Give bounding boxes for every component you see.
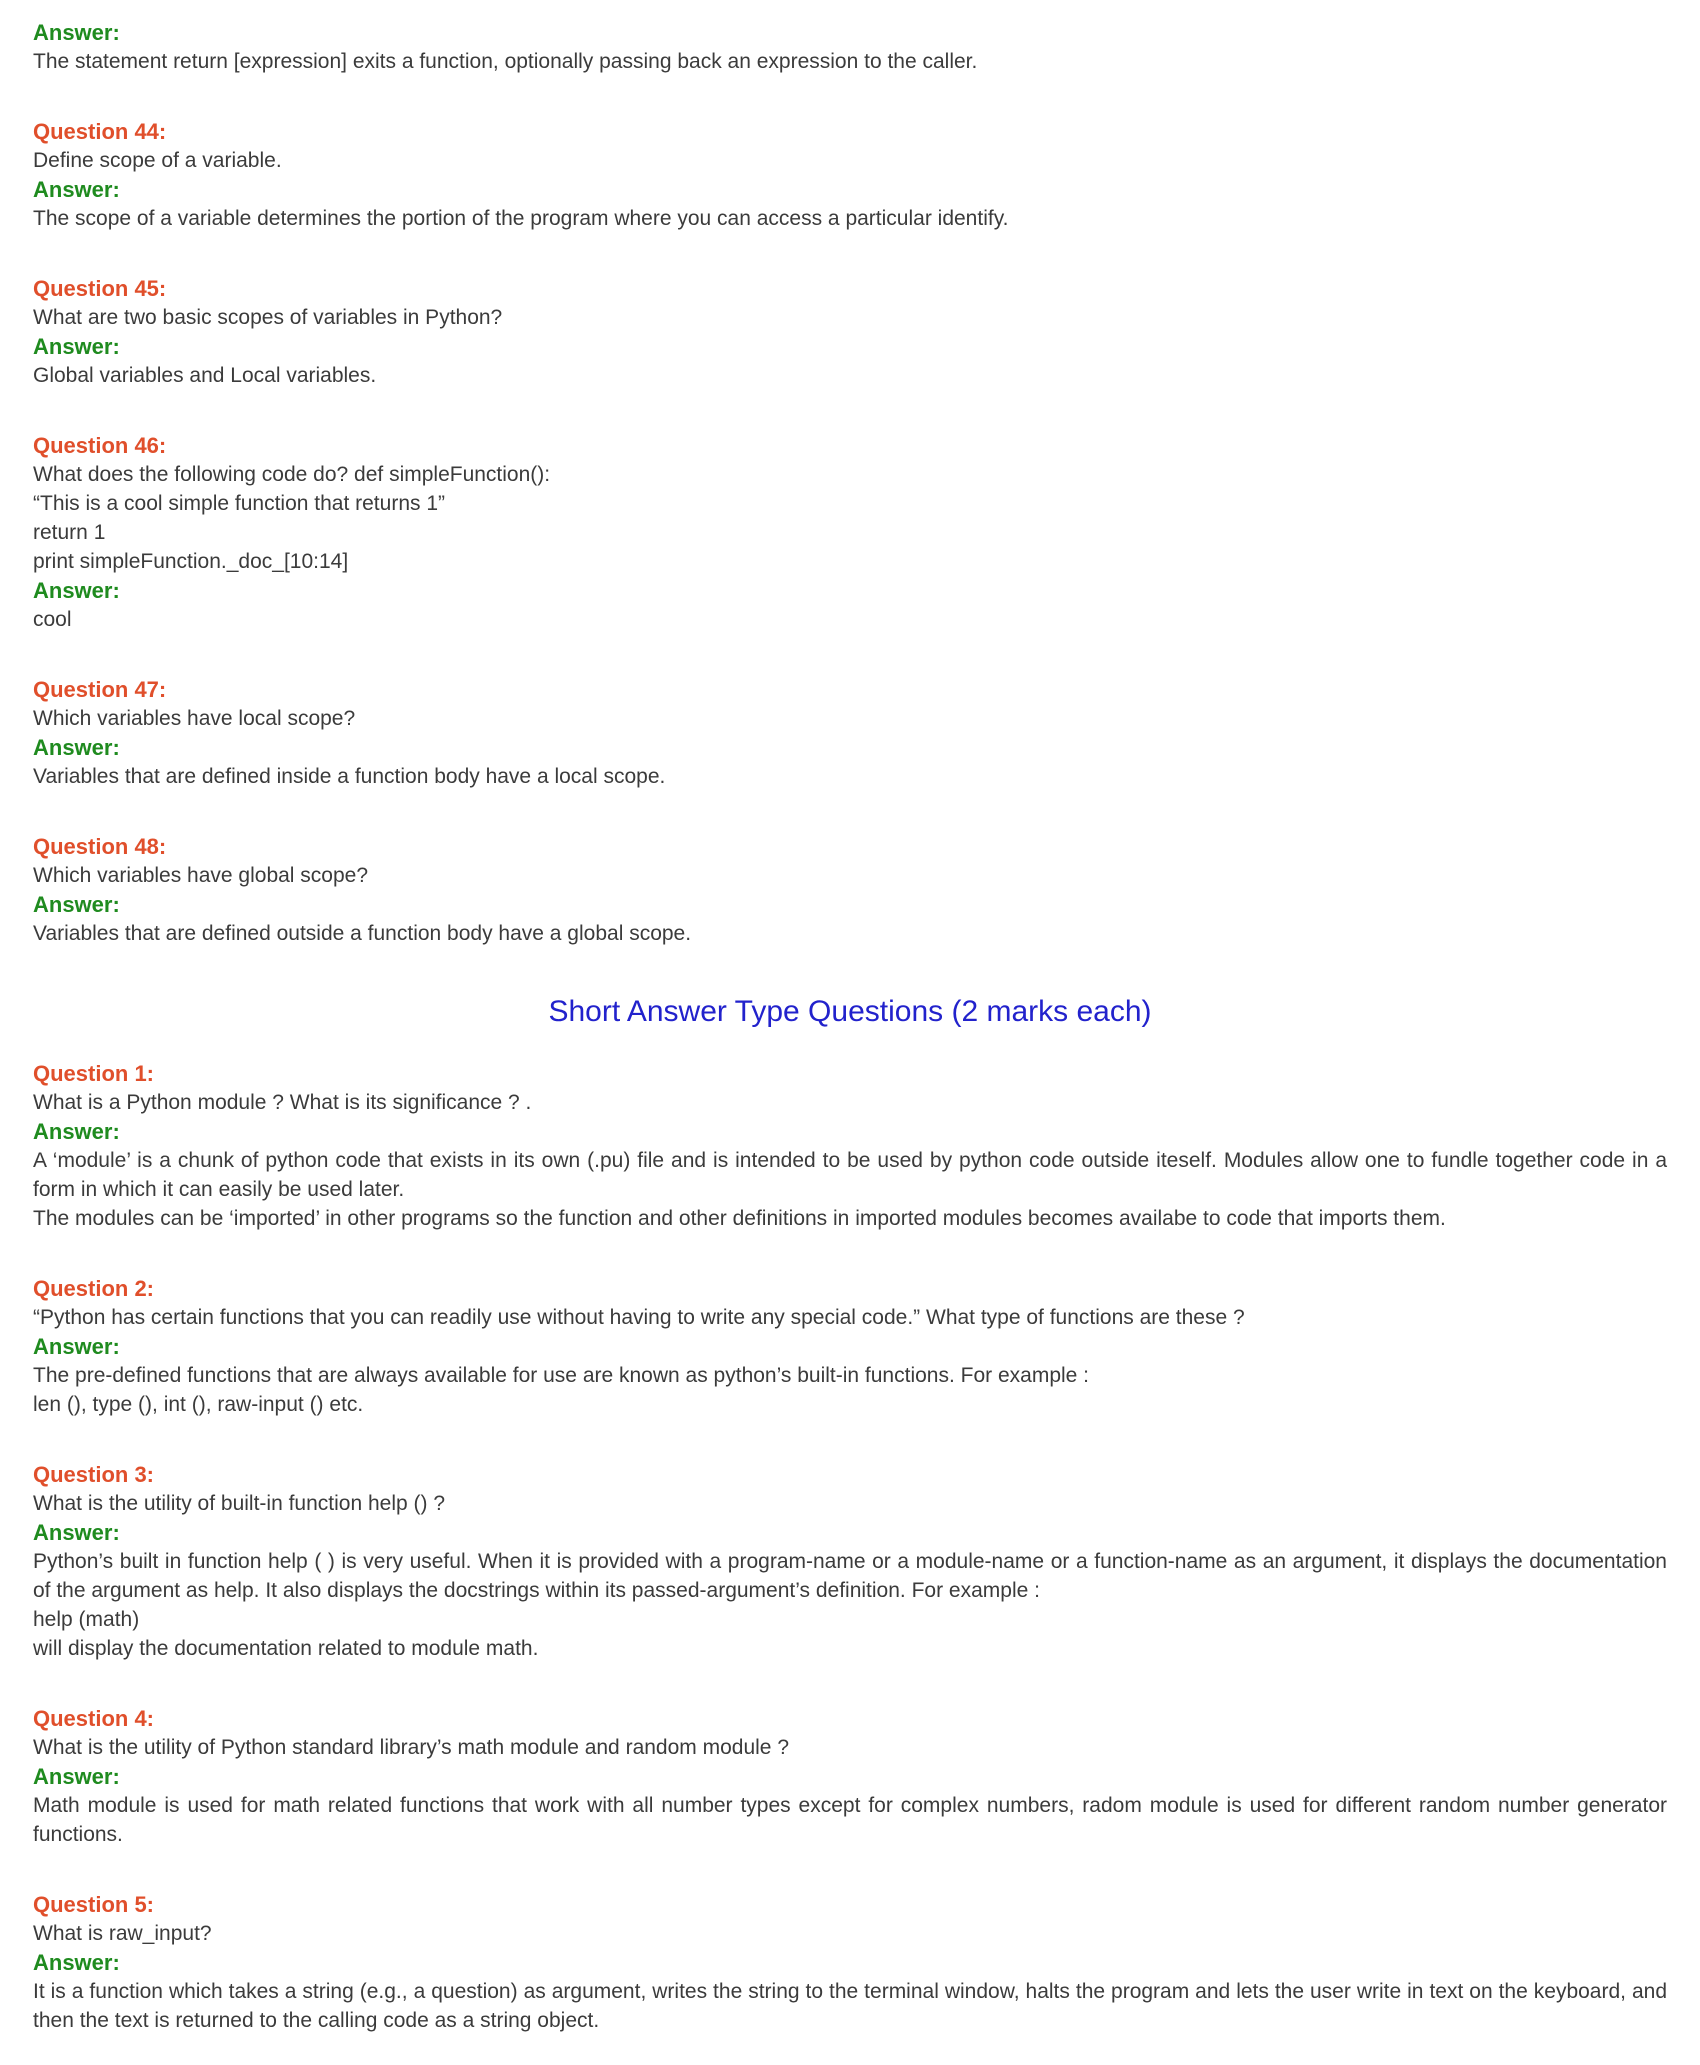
answer-text: Variables that are defined inside a function body have a local scope. bbox=[33, 765, 666, 788]
answer-text: Math module is used for math related functions that work with all number types except for complex numbers, radom module is used for different random number generator functions. bbox=[33, 1794, 1667, 1846]
answer-label: Answer: bbox=[33, 892, 120, 917]
question-text: What is the utility of built-in function help () ? bbox=[33, 1492, 446, 1515]
question-label: Question 47: bbox=[33, 677, 167, 702]
answer-label: Answer: bbox=[33, 1764, 120, 1789]
answer-text: cool bbox=[33, 608, 72, 631]
question-text: Which variables have global scope? bbox=[33, 864, 369, 887]
answer-label: Answer: bbox=[33, 177, 120, 202]
answer-code-line: help (math) bbox=[33, 1608, 140, 1631]
section-heading: Short Answer Type Questions (2 marks each) bbox=[548, 995, 1152, 1028]
answer-label: Answer: bbox=[33, 1520, 120, 1545]
answer-text: Python’s built in function help ( ) is very useful. When it is provided with a program-name or a module-name or a function-name as an argument, it displays the documentation of the argument as help. It also displays the docstrings within its passed-argument’s definition. For example : bbox=[33, 1550, 1667, 1602]
answer-text: It is a function which takes a string (e.g., a question) as argument, writes the string to the terminal window, halts the program and lets the user write in text on the keyboard, and then the text is returned to the calling code as a string object. bbox=[33, 1980, 1667, 2032]
qa-block bbox=[33, 675, 1667, 791]
question-label: Question 45: bbox=[33, 276, 167, 301]
question-label: Question 1: bbox=[33, 1061, 155, 1086]
question-text: “Python has certain functions that you can readily use without having to write any special code.” What type of functions are these ? bbox=[33, 1306, 1245, 1329]
qa-block bbox=[33, 1059, 1667, 1233]
answer-text: The scope of a variable determines the portion of the program where you can access a particular identify. bbox=[33, 207, 1009, 230]
qa-block bbox=[33, 274, 1667, 390]
question-text: Which variables have local scope? bbox=[33, 707, 356, 730]
qa-block bbox=[33, 1460, 1667, 1663]
qa-block bbox=[33, 832, 1667, 948]
answer-text: The pre-defined functions that are always available for use are known as python’s built-in functions. For example : bbox=[33, 1364, 1090, 1387]
qa-block bbox=[33, 1274, 1667, 1419]
question-text: What are two basic scopes of variables in Python? bbox=[33, 306, 503, 329]
answer-text: The modules can be ‘imported’ in other programs so the function and other definitions in imported modules becomes availabe to code that imports them. bbox=[33, 1207, 1446, 1230]
answer-label: Answer: bbox=[33, 1119, 120, 1144]
qa-block bbox=[33, 18, 1667, 76]
answer-label: Answer: bbox=[33, 20, 120, 45]
question-label: Question 3: bbox=[33, 1462, 155, 1487]
answer-label: Answer: bbox=[33, 735, 120, 760]
answer-text: will display the documentation related to module math. bbox=[33, 1637, 539, 1660]
question-label: Question 48: bbox=[33, 834, 167, 859]
qa-block bbox=[33, 1704, 1667, 1849]
question-code-line: return 1 bbox=[33, 521, 106, 544]
question-text: Define scope of a variable. bbox=[33, 149, 282, 172]
question-text: What is the utility of Python standard library’s math module and random module ? bbox=[33, 1736, 789, 1759]
qa-block bbox=[33, 117, 1667, 233]
answer-label: Answer: bbox=[33, 334, 120, 359]
answer-text: Variables that are defined outside a function body have a global scope. bbox=[33, 922, 692, 945]
question-label: Question 5: bbox=[33, 1892, 155, 1917]
question-text: What does the following code do? def simpleFunction(): bbox=[33, 463, 551, 486]
question-code-line: print simpleFunction._doc_[10:14] bbox=[33, 550, 349, 573]
answer-text: A ‘module’ is a chunk of python code that exists in its own (.pu) file and is intended to be used by python code outside iteself. Modules allow one to fundle together code in a form in which it can easily be used later. bbox=[33, 1149, 1667, 1201]
question-code-line: “This is a cool simple function that returns 1” bbox=[33, 492, 446, 515]
question-label: Question 4: bbox=[33, 1706, 155, 1731]
answer-text: len (), type (), int (), raw-input () etc. bbox=[33, 1393, 364, 1416]
answer-label: Answer: bbox=[33, 1950, 120, 1975]
answer-text: The statement return [expression] exits a function, optionally passing back an expression to the caller. bbox=[33, 50, 978, 73]
question-label: Question 46: bbox=[33, 433, 167, 458]
qa-block bbox=[33, 1890, 1667, 2035]
question-label: Question 2: bbox=[33, 1276, 155, 1301]
question-text: What is a Python module ? What is its significance ? . bbox=[33, 1091, 532, 1114]
question-label: Question 44: bbox=[33, 119, 167, 144]
qa-block bbox=[33, 431, 1667, 634]
question-text: What is raw_input? bbox=[33, 1922, 212, 1945]
answer-label: Answer: bbox=[33, 1334, 120, 1359]
answer-label: Answer: bbox=[33, 578, 120, 603]
answer-text: Global variables and Local variables. bbox=[33, 364, 377, 387]
